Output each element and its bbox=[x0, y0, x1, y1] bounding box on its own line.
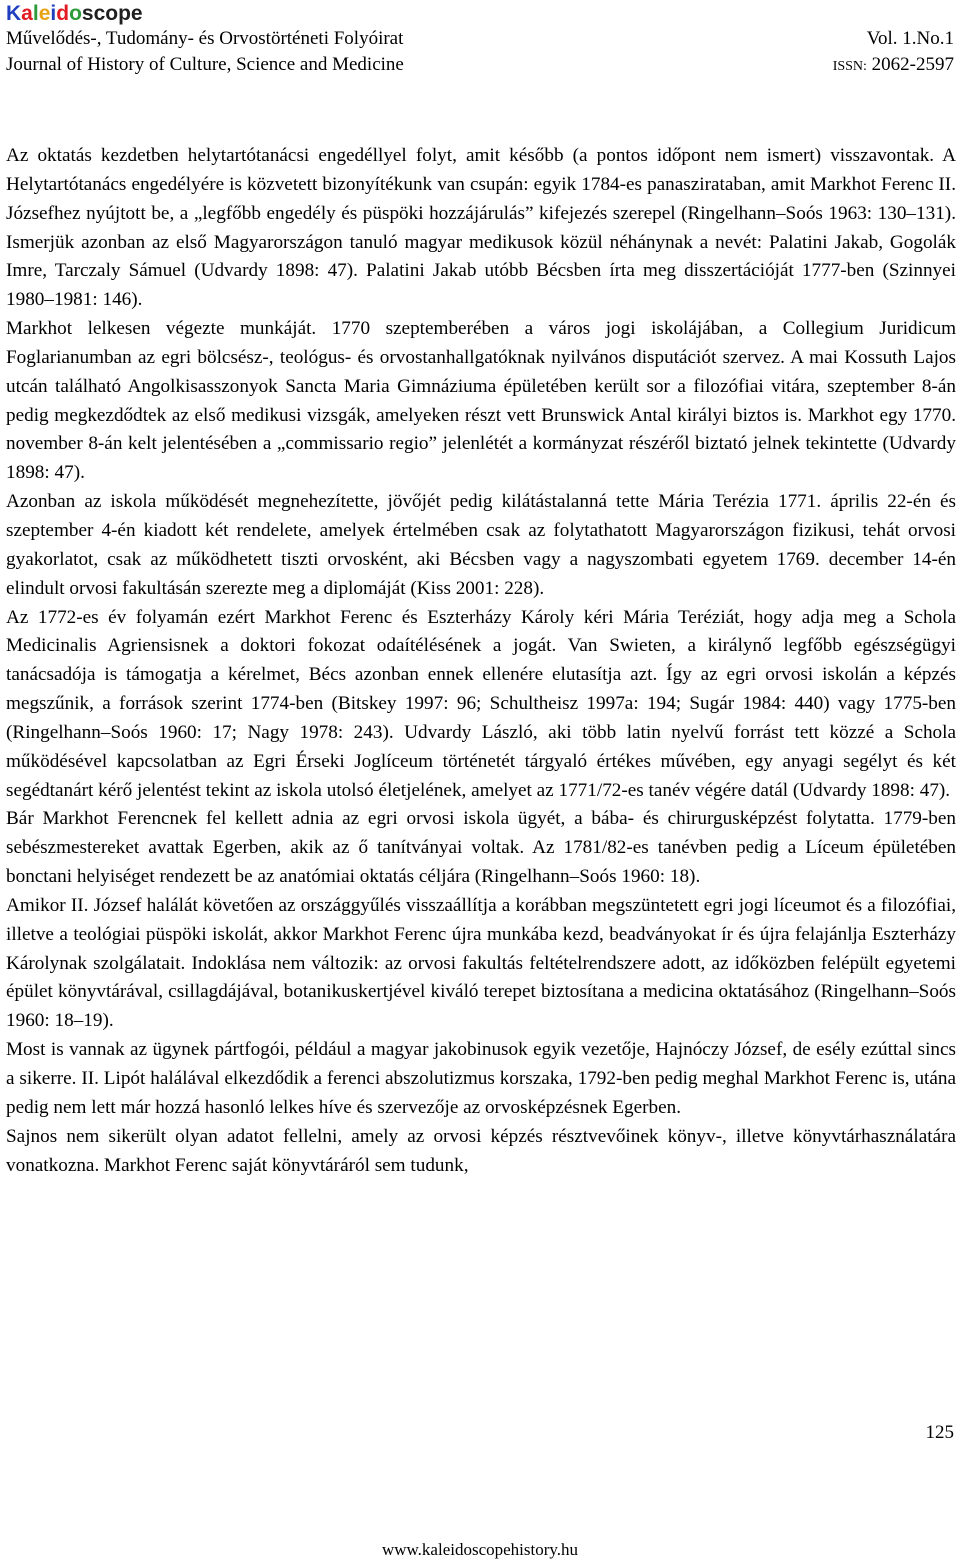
header-row-2 bbox=[6, 52, 956, 80]
paragraph: Most is vannak az ügynek pártfogói, például a magyar jakobinusok egyik vezetője, Hajnóczy József, de esély ezúttal sincs a sikerre. II. Lipót halálával elkezdődik a ferenci abszolutizmus korszaka, 1792-ben pedig meghal Markhot Ferenc is, utána pedig nem lett már hozzá hasonló lelkes híve és szervezője az orvosképzésnek Egerben. bbox=[6, 1039, 956, 1118]
logo-letter: e bbox=[130, 2, 143, 25]
journal-subtitle-hu: Művelődés-, Tudomány- és Orvostörténeti Folyóirat bbox=[6, 28, 404, 49]
paragraph: Az 1772-es év folyamán ezért Markhot Ferenc és Eszterházy Károly kéri Mária Teréziát, hogy adja meg a Schola Medicinalis Agriensisnek a doktori fokozat odaítélésének a jogát. Van Swieten, a királynő legfőbb egészségügyi tanácsadója is támogatja a kérelmet, Bécs azonban ennek ellenére elutasítja azt. Így az egri orvosi iskolán a képzés megszűnik, a források szerint 1774-ben (Bitskey 1997: 96; Schultheisz 1997a: 194; Sugár 1984: 440) vagy 1775-ben (Ringelhann–Soós 1960: 17; Nagy 1978: 243). Udvardy László, aki több latin nyelvű forrást tett közzé a Schola működésével kapcsolatban az Egri Érseki Joglíceum történetét tárgyaló értékes művében, egy anyagi segélyt és két segédtanárt kérő jelentést tekint az iskola utolsó életjelének, amelyet az 1771/72-es tanév végére datál (Udvardy 1898: 47). bbox=[6, 606, 956, 801]
article-body bbox=[6, 142, 956, 1180]
logo-letter: o bbox=[69, 2, 82, 25]
issn bbox=[833, 52, 956, 80]
footer-url: www.kaleidoscopehistory.hu bbox=[381, 1540, 579, 1559]
volume-label: Vol. 1.No.1 bbox=[866, 28, 954, 49]
logo-letter: l bbox=[32, 2, 39, 25]
logo-letter: K bbox=[6, 2, 22, 25]
logo-letter: s bbox=[81, 2, 94, 25]
journal-header bbox=[6, 2, 956, 80]
journal-subtitle-en: Journal of History of Culture, Science and Medicine bbox=[6, 54, 404, 75]
journal-logo bbox=[6, 2, 956, 26]
paragraph: Az oktatás kezdetben helytartótanácsi engedéllyel folyt, amit később (a pontos időpont nem ismert) visszavontak. A Helytartótanács engedélyére is közvetett bizonyítékunk van csupán: egyik 1784-es panaszirataban, amit Markhot Ferenc II. Józsefhez nyújtott be, a „legfőbb engedély és püspöki hozzájárulás” kifejezés szerepel (Ringelhann–Soós 1963: 130–131). Ismerjük azonban az első Magyarországon tanuló magyar medikusok közül néhánynak a nevét: Palatini Jakab, Gogolák Imre, Tarczaly Sámuel (Udvardy 1898: 47). Palatini Jakab utóbb Bécsben írta meg disszertációját 1777-ben (Szinnyei 1980–1981: 146). bbox=[6, 145, 956, 311]
header-row-1 bbox=[6, 26, 956, 52]
paragraph: Sajnos nem sikerült olyan adatot fellelni, amely az orvosi képzés résztvevőinek könyv-, illetve könyvtárhasználatára vonatkozna. Markhot Ferenc saját könyvtáráról sem tudunk, bbox=[6, 1125, 956, 1176]
logo-letter: d bbox=[56, 2, 70, 25]
logo-letter: e bbox=[38, 2, 51, 25]
page-number: 125 bbox=[925, 1422, 954, 1443]
logo-letter: p bbox=[118, 2, 131, 25]
logo-letter: a bbox=[21, 2, 33, 25]
issn-value: 2062-2597 bbox=[866, 54, 954, 75]
logo-letter: c bbox=[93, 2, 106, 25]
paragraph: Azonban az iskola működését megnehezítette, jövőjét pedig kilátástalanná tette Mária Terézia 1771. április 22-én és szeptember 4-én kiadott két rendelete, amelyek értelmében csak az folytathatott Magyarországon fizikusi, tehát orvosi gyakorlatot, csak az működhetett tiszti orvosként, aki Bécsben vagy a nagyszombati egyetem 1769. december 14-én elindult orvosi fakultásán szerezte meg a diplomáját (Kiss 2001: 228). bbox=[6, 491, 956, 599]
issn-label: ISSN: bbox=[832, 59, 867, 74]
paragraph: Markhot lelkesen végezte munkáját. 1770 szeptemberében a város jogi iskolájában, a Collegium Juridicum Foglarianumban az egri bölcsész-, teológus- és orvostanhallgatóknak nyilvános disputációt szervez. A mai Kossuth Lajos utcán található Angolkisasszonyok Sancta Maria Gimnáziuma épületében került sor a filozófiai vitára, szeptember 8-án pedig megkezdődtek az első medikusi vizsgák, amelyeken részt vett Brunswick Antal királyi biztos is. Markhot egy 1770. november 8-án kelt jelentésében a „commissario regio” jelenlétét a kormányzat részéről biztató jelnek tekintette (Udvardy 1898: 47). bbox=[6, 318, 956, 484]
logo-letter: o bbox=[105, 2, 119, 25]
paragraph: Amikor II. József halálát követően az országgyűlés visszaállítja a korábban megszüntetett egri jogi líceumot és a filozófiai, illetve a teológiai püspöki iskolát, akkor Markhot Ferenc újra munkába kezd, beadványokat ír és újra felajánlja Eszterházy Károlynak szolgálatait. Indoklása nem változik: az orvosi fakultás feltételrendszere adott, az időközben felépült egyetemi épület könyvtárával, csillagdájával, botanikuskertjével kiváló terepet biztosítana a medicina oktatásához (Ringelhann–Soós 1960: 18–19). bbox=[6, 894, 956, 1032]
paragraph: Bár Markhot Ferencnek fel kellett adnia az egri orvosi iskola ügyét, a bába- és chirurgusképzést folytatta. 1779-ben sebészmestereket avattak Egerben, akik az ő tanítványai voltak. Az 1781/82-es tanévben pedig a Líceum épületében bonctani helyiséget rendezett be az anatómiai oktatás céljára (Ringelhann–Soós 1960: 18). bbox=[6, 808, 956, 888]
logo-letter: i bbox=[50, 2, 57, 25]
